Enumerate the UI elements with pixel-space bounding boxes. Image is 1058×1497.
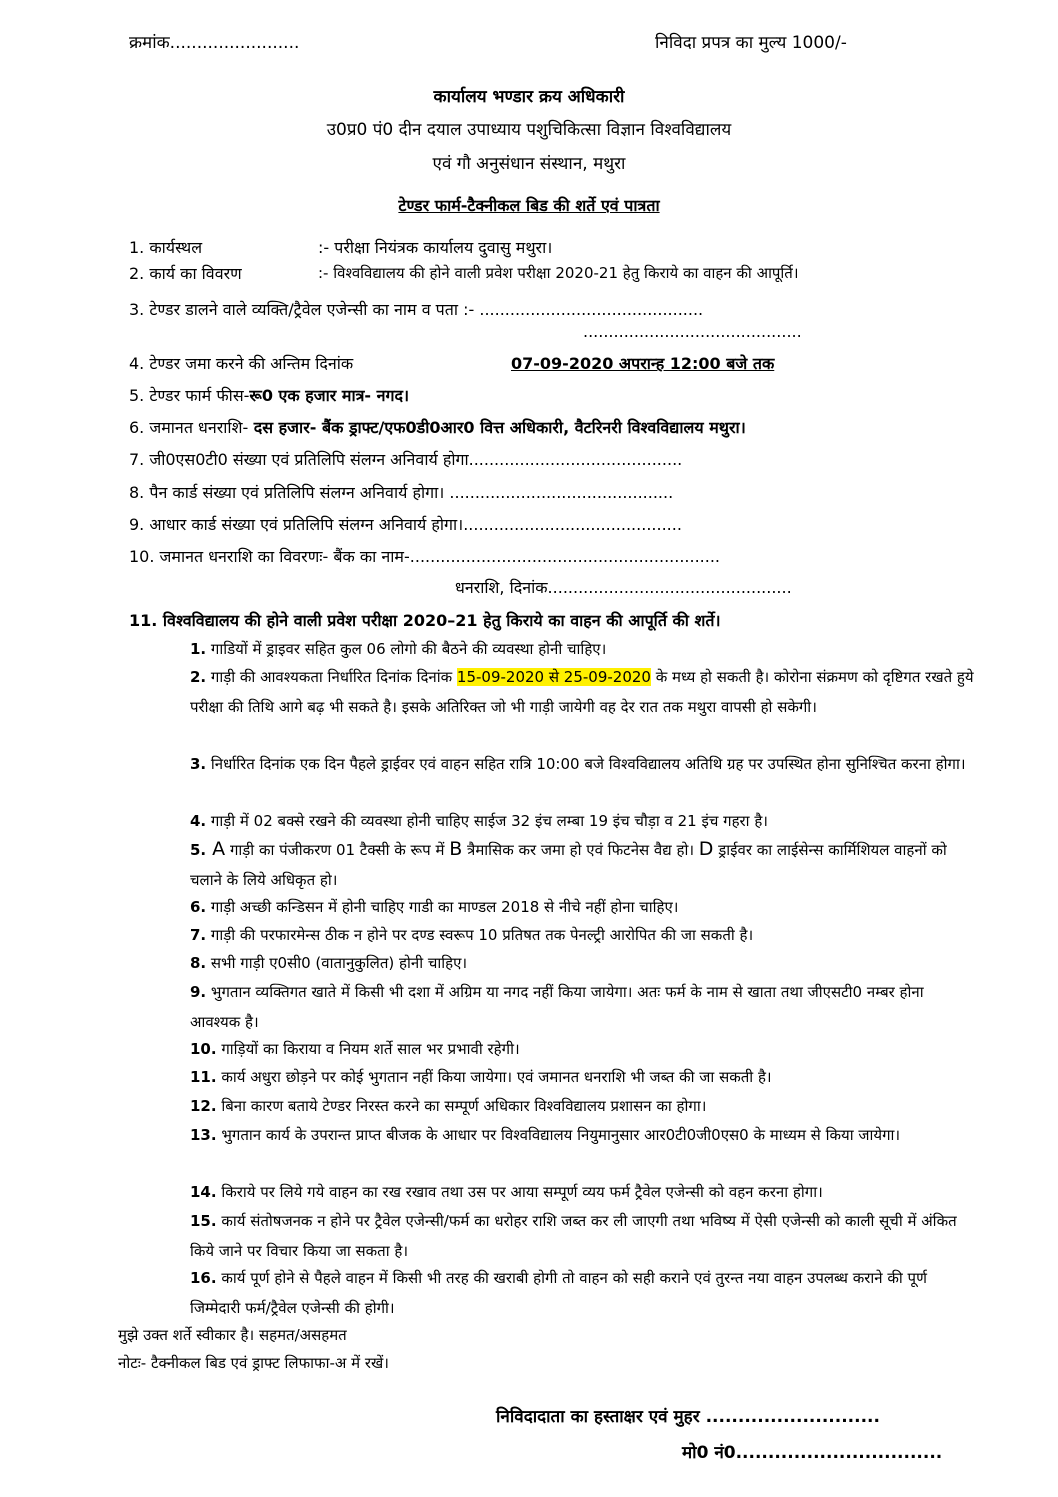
condition-11: 11. कार्य अधुरा छोड़ने पर कोई भुगतान नहीं किया जायेगा। एवं जमानत धनराशि भी जब्त की जा सकती है। [190, 1068, 772, 1086]
field-10-continuation: धनराशि, दिनांक................................................ [455, 578, 792, 597]
field-4-label: 4. टेण्डर जमा करने की अन्तिम दिनांक [129, 354, 354, 373]
office-heading: कार्यालय भण्डार क्रय अधिकारी [433, 87, 625, 107]
condition-4: 4. गाड़ी में 02 बक्से रखने की व्यवस्था होनी चाहिए साईज 32 इंच लम्बा 19 इंच चौड़ा व 21 इंच गहरा है। [190, 812, 768, 830]
field-3: 3. टेण्डर डालने वाले व्यक्ति/ट्रैवेल एजेन्सी का नाम व पता :- ............................................ [129, 300, 704, 319]
highlighted-date-range: 15-09-2020 से 25-09-2020 [456, 668, 651, 686]
field-9: 9. आधार कार्ड संख्या एवं प्रतिलिपि संलग्न अनिवार्य होगा।........................................... [129, 515, 682, 534]
field-8: 8. पैन कार्ड संख्या एवं प्रतिलिपि संलग्न अनिवार्य होगा। ............................................ [129, 483, 674, 502]
field-1-value: :- परीक्षा नियंत्रक कार्यालय दुवासु मथुरा। [318, 238, 553, 257]
condition-6: 6. गाड़ी अच्छी कन्डिसन में होनी चाहिए गाडी का माण्डल 2018 से नीचे नहीं होना चाहिए। [190, 898, 679, 916]
condition-15: 15. कार्य संतोषजनक न होने पर ट्रैवेल एजेन्सी/फर्म का धरोहर राशि जब्त कर ली जाएगी तथा भविष्य में ऐसी एजेन्सी को काली सूची में अंकित किये जाने पर विचार किया जा सकता है। [190, 1212, 957, 1260]
signature-line: निविदादाता का हस्ताक्षर एवं मुहर ........................... [496, 1407, 880, 1427]
university-name: उ0प्र0 पं0 दीन दयाल उपाध्याय पशुचिकित्सा विज्ञान विश्वविद्यालय [326, 120, 732, 140]
field-5-prefix: 5. टेण्डर फार्म फीस- [129, 386, 250, 405]
field-6 [129, 416, 746, 438]
form-price: निविदा प्रपत्र का मुल्य 1000/- [655, 33, 847, 53]
condition-3: 3. निर्धारित दिनांक एक दिन पैहले ड्राईवर एवं वाहन सहित रात्रि 10:00 बजे विश्वविद्यालय अतिथि ग्रह पर उपस्थित होना सुनिश्चित करना होगा। [190, 755, 966, 773]
field-2-label: 2. कार्य का विवरण [129, 264, 242, 283]
field-10: 10. जमानत धनराशि का विवरणः- बैंक का नाम-............................................................. [129, 547, 721, 566]
condition-12: 12. बिना कारण बताये टेण्डर निरस्त करने का सम्पूर्ण अधिकार विश्वविद्यालय प्रशासन का होगा। [190, 1097, 707, 1115]
serial-number-line: क्रमांक........................ [129, 33, 300, 53]
field-5 [129, 384, 409, 406]
institute-name: एवं गौ अनुसंधान संस्थान, मथुरा [432, 154, 626, 174]
condition-5: 5. A गाड़ी का पंजीकरण 01 टैक्सी के रूप में B त्रैमासिक कर जमा हो एवं फिटनेस वैद्य हो। D ड्राईवर का लाईसेन्स कार्मिशियल वाहनों को चलाने के लिये अधिकृत हो। [190, 838, 947, 889]
conditions-heading: 11. विश्वविद्यालय की होने वाली प्रवेश परीक्षा 2020–21 हेतु किराये का वाहन की आपूर्ति की शर्ते। [129, 611, 721, 630]
field-4-deadline: 07-09-2020 अपरान्ह 12:00 बजे तक [511, 354, 775, 373]
field-6-security-deposit: दस हजार- बैंक ड्राफ्ट/एफ0डी0आर0 वित्त अधिकारी, वैटरिनरी विश्वविद्यालय मथुरा। [248, 418, 746, 437]
condition-14: 14. किराये पर लिये गये वाहन का रख रखाव तथा उस पर आया सम्पूर्ण व्यय फर्म ट्रैवेल एजेन्सी को वहन करना होगा। [190, 1183, 823, 1201]
condition-9: 9. भुगतान व्यक्तिगत खाते में किसी भी दशा में अग्रिम या नगद नहीं किया जायेगा। अतः फर्म के नाम से खाता तथा जीएसटी0 नम्बर होना आवश्यक है। [190, 983, 924, 1031]
field-7: 7. जी0एस0टी0 संख्या एवं प्रतिलिपि संलग्न अनिवार्य होगा.......................................... [129, 450, 683, 469]
field-6-prefix: 6. जमानत धनराशि- [129, 418, 249, 437]
condition-10: 10. गाड़ियों का किराया व नियम शर्ते साल भर प्रभावी रहेगी। [190, 1040, 520, 1058]
field-3-continuation: ........................................... [583, 322, 802, 341]
field-1-label: 1. कार्यस्थल [129, 238, 203, 257]
field-5-fee: रू0 एक हजार मात्र- नगद। [249, 386, 410, 405]
mobile-number-line: मो0 नं0................................ [682, 1443, 943, 1463]
condition-8: 8. सभी गाड़ी ए0सी0 (वातानुकुलित) होनी चाहिए। [190, 954, 468, 972]
document-title: टेण्डर फार्म-टैक्नीकल बिड की शर्ते एवं पात्रता [398, 196, 660, 215]
condition-1: 1. गाडियों में ड्राइवर सहित कुल 06 लोगो की बैठने की व्यवस्था होनी चाहिए। [190, 640, 607, 658]
acceptance-line: मुझे उक्त शर्ते स्वीकार है। सहमत/असहमत [118, 1326, 347, 1344]
condition-2: 2. गाड़ी की आवश्यकता निर्धारित दिनांक दिनांक 15-09-2020 से 25-09-2020 के मध्य हो सकती है। कोरोना संक्रमण को दृष्टिगत रखते हुये परीक्षा की तिथि आगे बढ़ भी सकते है। इसके अतिरिक्त जो भी गाड़ी जायेगी वह देर रात तक मथुरा वापसी हो सकेगी। [190, 668, 974, 716]
condition-7: 7. गाड़ी की परफारमेन्स ठीक न होने पर दण्ड स्वरूप 10 प्रतिषत तक पेनल्ट्री आरोपित की जा सकती है। [190, 926, 754, 944]
note-line: नोटः- टैक्नीकल बिड एवं ड्राफ्ट लिफाफा-अ में रखें। [118, 1354, 389, 1372]
condition-16: 16. कार्य पूर्ण होने से पैहले वाहन में किसी भी तरह की खराबी होगी तो वाहन को सही कराने एवं तुरन्त नया वाहन उपलब्ध कराने की पूर्ण जिम्मेदारी फर्म/ट्रैवेल एजेन्सी की होगी। [190, 1269, 927, 1317]
field-2-value: :- विश्वविद्यालय की होने वाली प्रवेश परीक्षा 2020-21 हेतु किराये का वाहन की आपूर्ति। [318, 264, 799, 282]
condition-13: 13. भुगतान कार्य के उपरान्त प्राप्त बीजक के आधार पर विश्वविद्यालय नियुमानुसार आर0टी0जी0एस0 के माध्यम से किया जायेगा। [190, 1126, 901, 1144]
